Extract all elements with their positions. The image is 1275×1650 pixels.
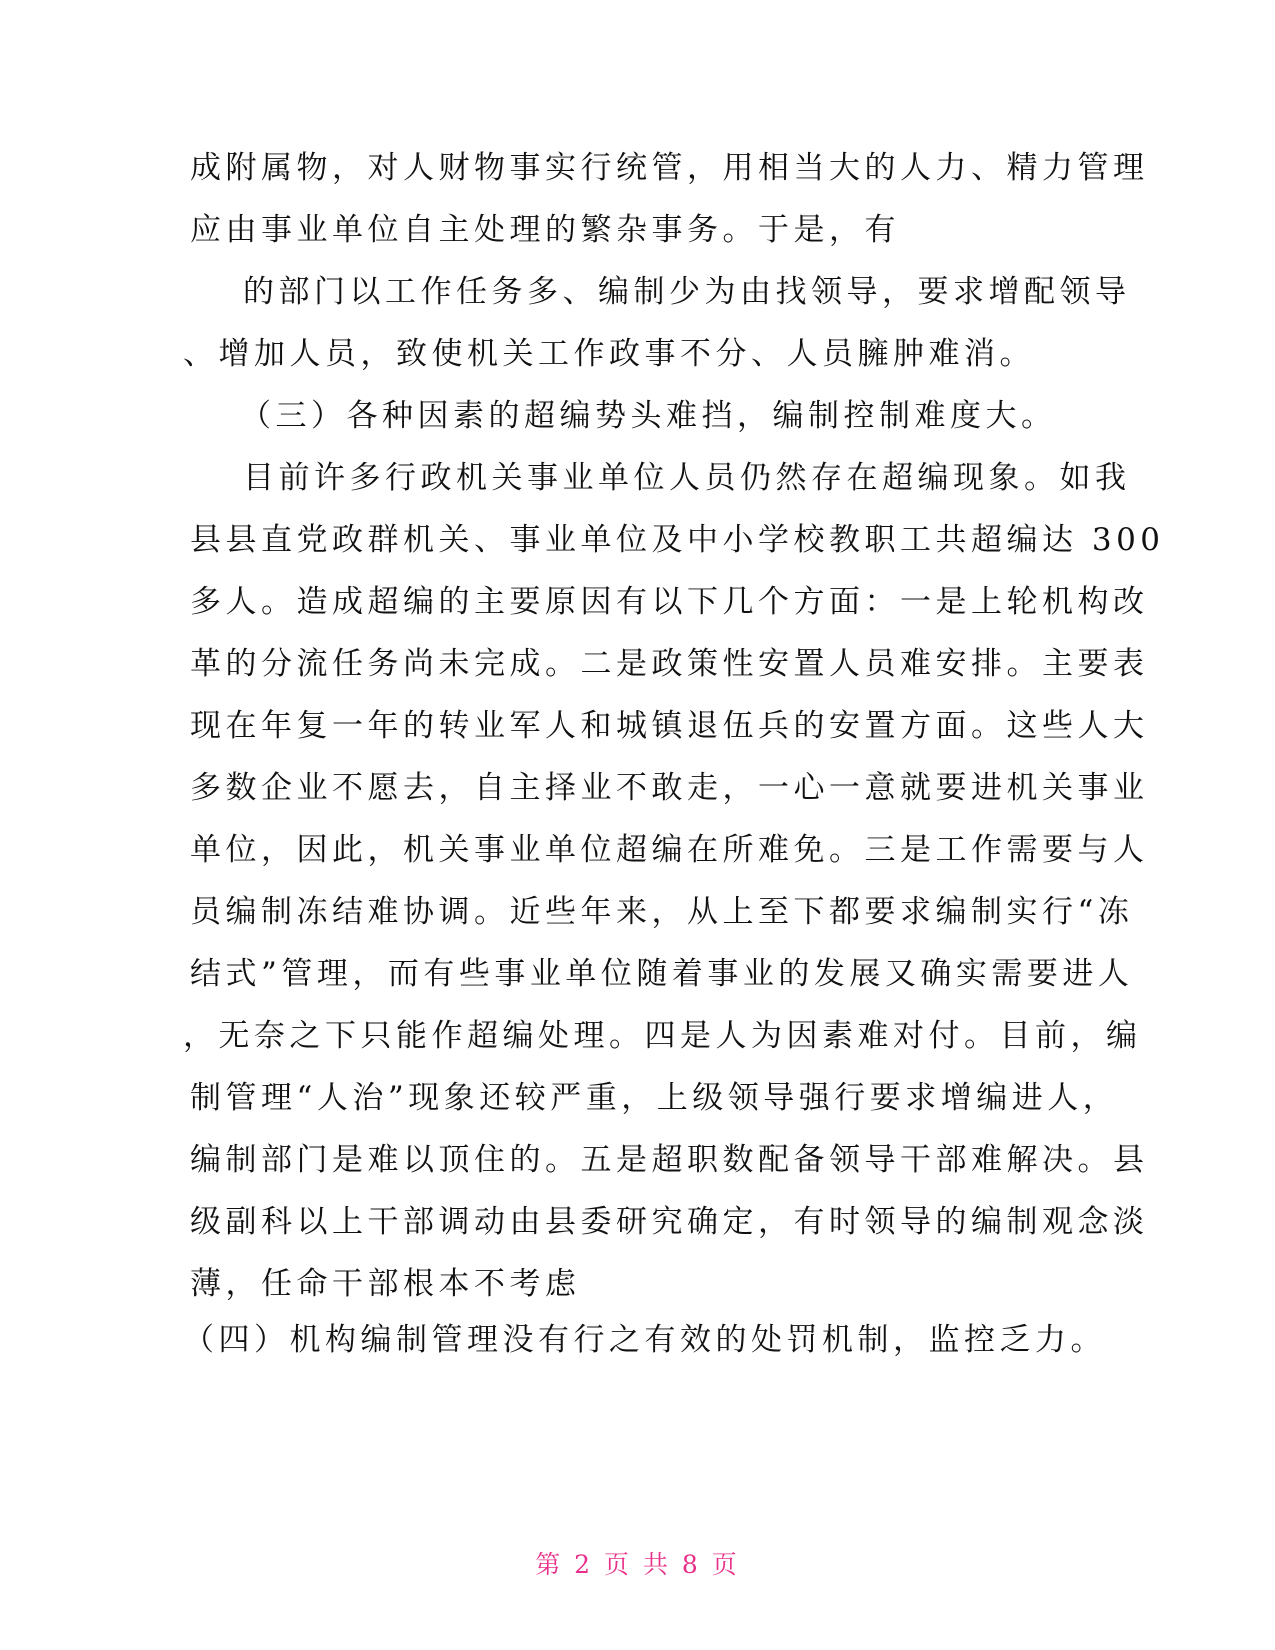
section-heading-4: （四）机构编制管理没有行之有效的处罚机制，监控乏力。 xyxy=(183,1322,1106,1358)
text-line-17: 编制部门是难以顶住的。五是超职数配备领导干部难解决。县 xyxy=(190,1142,1149,1178)
text-line-12: 单位，因此，机关事业单位超编在所难免。三是工作需要与人 xyxy=(190,832,1149,868)
text-line-16: 制管理“人治”现象还较严重，上级领导强行要求增编进人， xyxy=(190,1080,1119,1116)
text-line-13: 员编制冻结难协调。近些年来，从上至下都要求编制实行“冻 xyxy=(190,894,1134,930)
text-line-8: 多人。造成超编的主要原因有以下几个方面：一是上轮机构改 xyxy=(190,584,1149,620)
text-line-7: 县县直党政群机关、事业单位及中小学校教职工共超编达 300 xyxy=(190,522,1165,558)
text-line-3: 的部门以工作任务多、编制少为由找领导，要求增配领导 xyxy=(243,274,1131,310)
text-line-15: ，无奈之下只能作超编处理。四是人为因素难对付。目前，编 xyxy=(183,1018,1142,1054)
text-line-18: 级副科以上干部调动由县委研究确定，有时领导的编制观念淡 xyxy=(190,1204,1149,1240)
text-line-9: 革的分流任务尚未完成。二是政策性安置人员难安排。主要表 xyxy=(190,646,1149,682)
text-line-10: 现在年复一年的转业军人和城镇退伍兵的安置方面。这些人大 xyxy=(190,708,1149,744)
text-line-19: 薄，任命干部根本不考虑 xyxy=(190,1266,581,1302)
text-line-6: 目前许多行政机关事业单位人员仍然存在超编现象。如我 xyxy=(243,460,1131,496)
text-line-4: 、增加人员，致使机关工作政事不分、人员臃肿难消。 xyxy=(183,336,1035,372)
section-heading-3: （三）各种因素的超编势头难挡，编制控制难度大。 xyxy=(240,398,1057,434)
text-line-14: 结式”管理，而有些事业单位随着事业的发展又确实需要进人 xyxy=(190,956,1134,992)
text-line-1: 成附属物，对人财物事实行统管，用相当大的人力、精力管理 xyxy=(190,150,1149,186)
text-line-2: 应由事业单位自主处理的繁杂事务。于是，有 xyxy=(190,212,900,248)
text-line-11: 多数企业不愿去，自主择业不敢走，一心一意就要进机关事业 xyxy=(190,770,1149,806)
page-number-footer: 第 2 页 共 8 页 xyxy=(535,1550,740,1579)
